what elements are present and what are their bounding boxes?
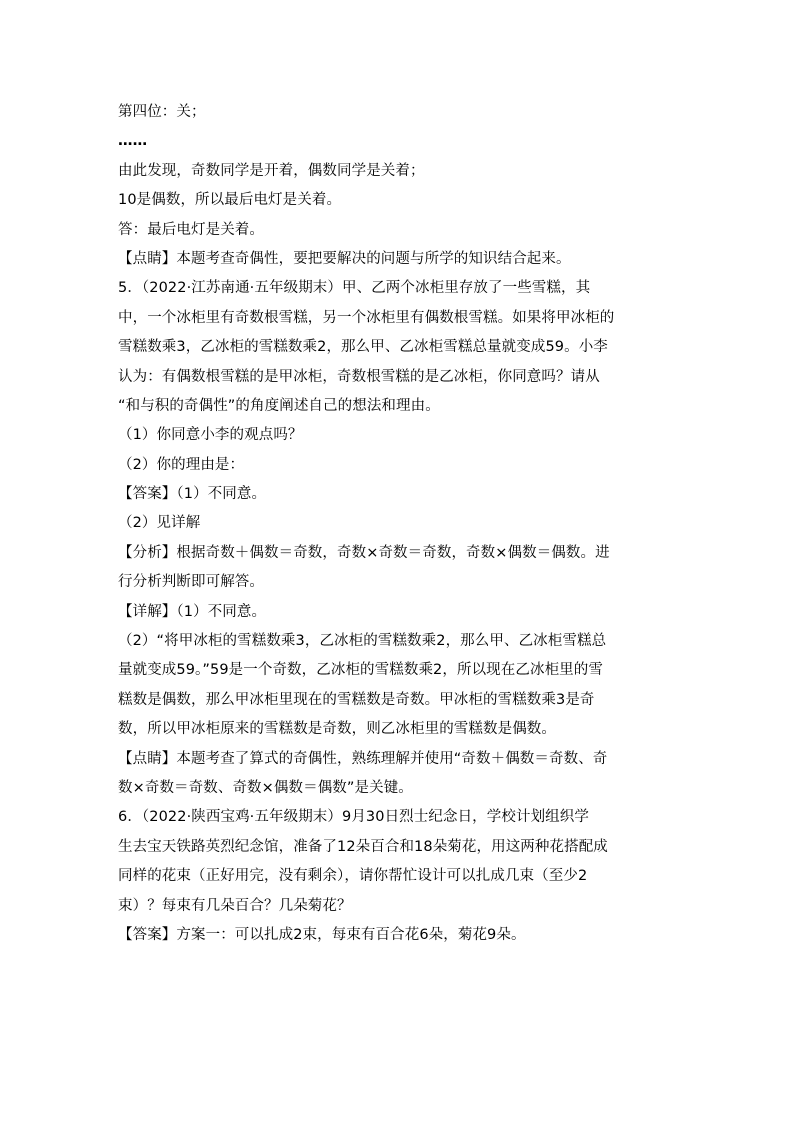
- text-line: 答：最后电灯是关着。: [118, 221, 264, 238]
- question-5-subquestion: （1）你同意小李的观点吗？: [118, 427, 303, 444]
- detail-line: 糕数是偶数，那么甲冰柜里现在的雪糕数是奇数。甲冰柜的雪糕数乘3是奇: [118, 691, 595, 708]
- question-6-line: 同样的花束（正好用完，没有剩余），请你帮忙设计可以扎成几束（至少2: [118, 868, 588, 885]
- question-5-subquestion: （2）你的理由是：: [118, 456, 245, 473]
- question-5-line: 雪糕数乘3，乙冰柜的雪糕数乘2，那么甲、乙冰柜雪糕总量就变成59。小李: [118, 339, 608, 356]
- text-line: 10是偶数，所以最后电灯是关着。: [118, 192, 342, 209]
- question-5-line: 中，一个冰柜里有奇数根雪糕，另一个冰柜里有偶数根雪糕。如果将甲冰柜的: [118, 309, 615, 326]
- text-line: 第四位：关；: [118, 104, 206, 120]
- question-5-line: 认为：有偶数根雪糕的是甲冰柜，奇数根雪糕的是乙冰柜，你同意吗？请从: [118, 368, 600, 385]
- document-page: [118, 98, 674, 950]
- text-line: ……: [118, 133, 148, 150]
- question-5-line: 5．（2022·江苏南通·五年级期末）甲、乙两个冰柜里存放了一些雪糕，其: [118, 280, 591, 297]
- detail-line: （2）“将甲冰柜的雪糕数乘3，乙冰柜的雪糕数乘2，那么甲、乙冰柜雪糕总: [118, 633, 607, 650]
- answer-line: 【答案】方案一：可以扎成2束，每束有百合花6朵，菊花9朵。: [118, 926, 526, 943]
- text-line: 由此发现，奇数同学是开着，偶数同学是关着；: [118, 162, 425, 179]
- detail-line: 量就变成59。”59是一个奇数，乙冰柜的雪糕数乘2，所以现在乙冰柜里的雪: [118, 662, 603, 679]
- question-6-line: 生去宝天铁路英烈纪念馆，准备了12朵百合和18朵菊花，用这两种花搭配成: [118, 838, 608, 855]
- detail-line: 数，所以甲冰柜原来的雪糕数是奇数，则乙冰柜里的雪糕数是偶数。: [118, 721, 556, 738]
- question-6-line: 束）？每束有几朵百合？几朵菊花？: [118, 897, 352, 914]
- detail-line: 【详解】（1）不同意。: [118, 603, 267, 620]
- comment-line: 数×奇数＝奇数、奇数×偶数＝偶数”是关键。: [118, 779, 413, 796]
- text-line: 【点睛】本题考查奇偶性，要把要解决的问题与所学的知识结合起来。: [118, 250, 571, 267]
- comment-line: 【点睛】本题考查了算式的奇偶性，熟练理解并使用“奇数＋偶数＝奇数、奇: [118, 750, 608, 767]
- analysis-line: 行分析判断即可解答。: [118, 574, 264, 591]
- question-6-line: 6．（2022·陕西宝鸡·五年级期末）9月30日烈士纪念日，学校计划组织学: [118, 809, 589, 826]
- answer-line: （2）见详解: [118, 515, 201, 532]
- analysis-line: 【分析】根据奇数＋偶数＝奇数，奇数×奇数＝奇数，奇数×偶数＝偶数。进: [118, 544, 610, 561]
- answer-line: 【答案】（1）不同意。: [118, 486, 267, 503]
- question-5-line: “和与积的奇偶性”的角度阐述自己的想法和理由。: [118, 397, 440, 414]
